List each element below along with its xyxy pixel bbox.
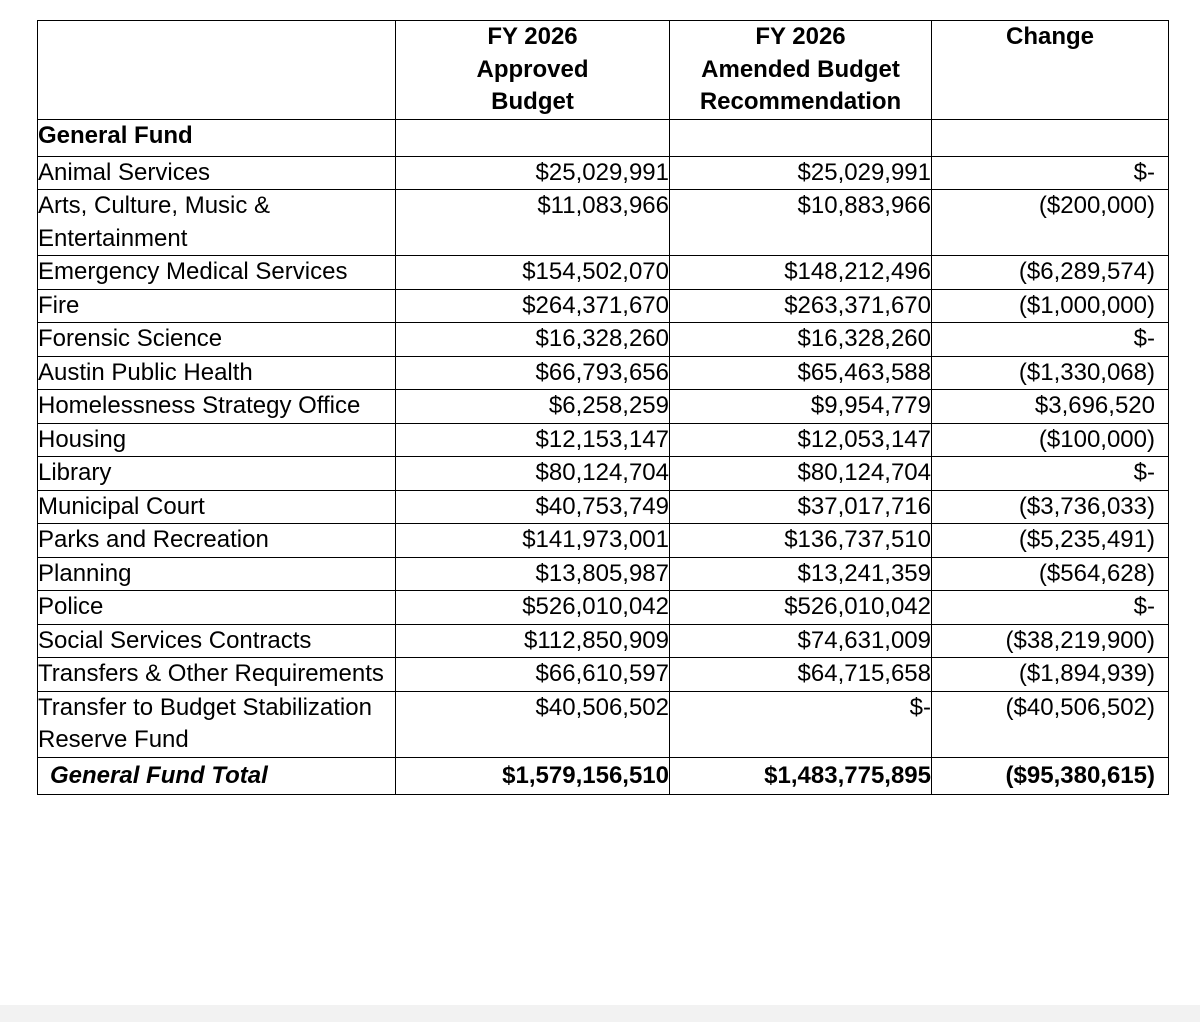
section-empty-cell (396, 119, 670, 156)
row-change: ($1,894,939) (932, 658, 1169, 692)
header-approved-line-3: Budget (491, 88, 574, 115)
row-amended: $12,053,147 (670, 423, 932, 457)
row-label: Arts, Culture, Music & Entertainment (38, 190, 396, 256)
header-label-cell (38, 21, 396, 120)
table-row (38, 557, 1169, 591)
row-label: Fire (38, 289, 396, 323)
header-amended-line-1: FY 2026 (755, 23, 846, 50)
row-amended: $526,010,042 (670, 591, 932, 625)
row-label: Emergency Medical Services (38, 256, 396, 290)
row-approved: $11,083,966 (396, 190, 670, 256)
table-row (38, 457, 1169, 491)
row-approved: $40,506,502 (396, 691, 670, 757)
row-label: Forensic Science (38, 323, 396, 357)
row-label: Homelessness Strategy Office (38, 390, 396, 424)
row-change: ($1,000,000) (932, 289, 1169, 323)
table-row (38, 156, 1169, 190)
row-label: Housing (38, 423, 396, 457)
row-amended: $37,017,716 (670, 490, 932, 524)
section-empty-cell (670, 119, 932, 156)
row-amended: $136,737,510 (670, 524, 932, 558)
row-label: Parks and Recreation (38, 524, 396, 558)
total-label: General Fund Total (38, 757, 396, 794)
row-label: Transfer to Budget Stabilization Reserve Fund (38, 691, 396, 757)
row-amended: $263,371,670 (670, 289, 932, 323)
row-change: ($1,330,068) (932, 356, 1169, 390)
header-amended-line-2: Amended Budget (701, 55, 900, 83)
section-row (38, 119, 1169, 156)
total-amended: $1,483,775,895 (670, 757, 932, 794)
header-amended (670, 21, 932, 120)
row-amended: $- (670, 691, 932, 757)
total-approved: $1,579,156,510 (396, 757, 670, 794)
row-approved: $66,793,656 (396, 356, 670, 390)
header-amended-line-3: Recommendation (699, 88, 902, 115)
row-change: ($38,219,900) (932, 624, 1169, 658)
row-change: $- (932, 323, 1169, 357)
row-amended: $65,463,588 (670, 356, 932, 390)
row-change: ($3,736,033) (932, 490, 1169, 524)
section-empty-cell (932, 119, 1169, 156)
table-row (38, 624, 1169, 658)
row-amended: $25,029,991 (670, 156, 932, 190)
row-change: ($200,000) (932, 190, 1169, 256)
total-change: ($95,380,615) (932, 757, 1169, 794)
row-approved: $66,610,597 (396, 658, 670, 692)
table-row (38, 524, 1169, 558)
row-amended: $9,954,779 (670, 390, 932, 424)
row-label: Police (38, 591, 396, 625)
row-approved: $80,124,704 (396, 457, 670, 491)
table-row (38, 289, 1169, 323)
row-approved: $25,029,991 (396, 156, 670, 190)
row-approved: $13,805,987 (396, 557, 670, 591)
row-change: ($100,000) (932, 423, 1169, 457)
row-approved: $40,753,749 (396, 490, 670, 524)
row-change: ($564,628) (932, 557, 1169, 591)
row-approved: $112,850,909 (396, 624, 670, 658)
table-row (38, 256, 1169, 290)
budget-table (37, 20, 1169, 795)
row-change: ($40,506,502) (932, 691, 1169, 757)
table-row (38, 423, 1169, 457)
header-change-line-1: Change (1005, 23, 1094, 50)
row-amended: $74,631,009 (670, 624, 932, 658)
header-row (38, 21, 1169, 120)
table-row (38, 390, 1169, 424)
table-row (38, 356, 1169, 390)
table-row (38, 323, 1169, 357)
row-label: Animal Services (38, 156, 396, 190)
header-change (932, 21, 1169, 120)
row-amended: $10,883,966 (670, 190, 932, 256)
row-amended: $13,241,359 (670, 557, 932, 591)
header-approved-line-1: FY 2026 (487, 23, 578, 50)
row-approved: $16,328,260 (396, 323, 670, 357)
row-change: $- (932, 156, 1169, 190)
table-row (38, 658, 1169, 692)
row-amended: $64,715,658 (670, 658, 932, 692)
row-change: $- (932, 591, 1169, 625)
row-label: Austin Public Health (38, 356, 396, 390)
row-amended: $16,328,260 (670, 323, 932, 357)
row-approved: $154,502,070 (396, 256, 670, 290)
row-change: $3,696,520 (932, 390, 1169, 424)
row-change: ($5,235,491) (932, 524, 1169, 558)
row-label: Planning (38, 557, 396, 591)
row-label: Social Services Contracts (38, 624, 396, 658)
row-approved: $12,153,147 (396, 423, 670, 457)
total-row (38, 757, 1169, 794)
row-approved: $6,258,259 (396, 390, 670, 424)
bottom-margin-strip (0, 1005, 1200, 1022)
row-label: Library (38, 457, 396, 491)
section-label: General Fund (38, 119, 396, 156)
row-approved: $526,010,042 (396, 591, 670, 625)
table-row (38, 490, 1169, 524)
row-amended: $80,124,704 (670, 457, 932, 491)
table-row (38, 190, 1169, 256)
row-change: ($6,289,574) (932, 256, 1169, 290)
row-amended: $148,212,496 (670, 256, 932, 290)
table-row (38, 691, 1169, 757)
table-row (38, 591, 1169, 625)
row-approved: $141,973,001 (396, 524, 670, 558)
row-label: Transfers & Other Requirements (38, 658, 396, 692)
row-approved: $264,371,670 (396, 289, 670, 323)
header-approved-line-2: Approved (476, 55, 589, 83)
row-change: $- (932, 457, 1169, 491)
header-approved (396, 21, 670, 120)
row-label: Municipal Court (38, 490, 396, 524)
